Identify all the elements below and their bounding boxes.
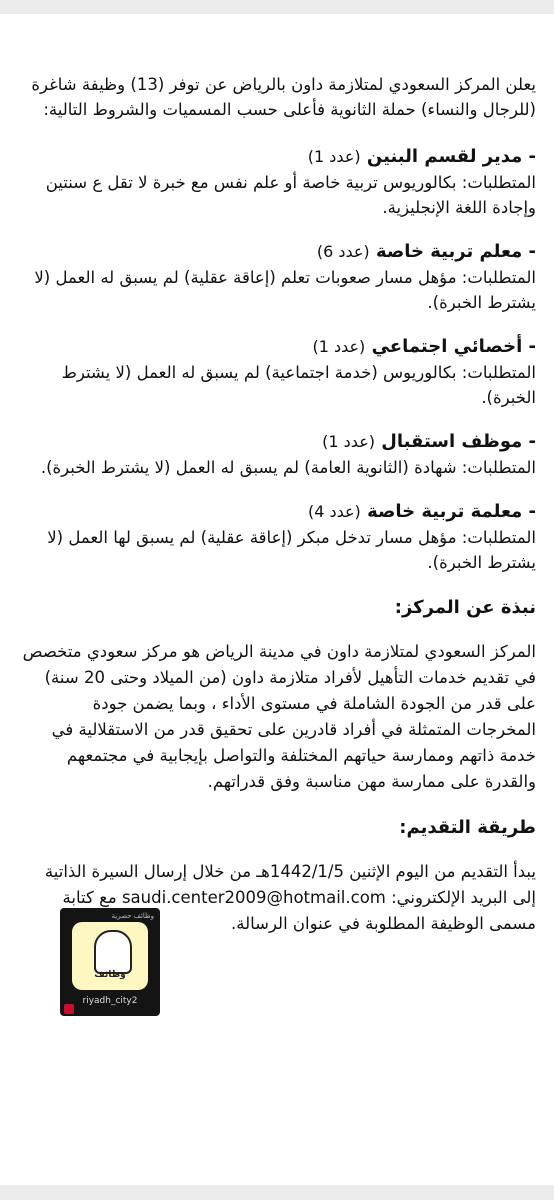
apply-line-2: مع كتابة مسمى الوظيفة المطلوبة في عنوان الرسالة. [62, 888, 536, 933]
job-title [18, 334, 536, 360]
job-item [18, 239, 536, 315]
watermark-title: وظائف [94, 970, 126, 980]
job-requirements: المتطلبات: مؤهل مسار تدخل مبكر (إعاقة عقلية) لم يسبق لها العمل (لا يشترط الخبرة). [47, 528, 536, 572]
about-body: المركز السعودي لمتلازمة داون في مدينة الرياض هو مركز سعودي متخصص في تقديم خدمات التأهيل لأفراد متلازمة داون (من الميلاد وحتى 20 سنة) على قدر من الجودة الشاملة في مستوى الأداء ، وبما يضمن جودة المخرجات المتمثلة في أفراد قادرين على تحقيق قدر من الاستقلالية في خدمة ذاتهم وممارسة حياتهم المختلفة والتواصل بإيجابية في مجتمعهم والقدرة على ممارسة مهن مناسبة وفق قدراتهم. [22, 642, 536, 791]
job-title [18, 144, 536, 170]
job-title [18, 239, 536, 265]
job-title-text: - أخصائي اجتماعي [371, 336, 536, 357]
top-status-strip [0, 0, 554, 14]
job-count: (عدد 4) [307, 502, 361, 521]
snapcode-frame [72, 922, 148, 990]
job-item [18, 499, 536, 575]
job-title-text: - معلم تربية خاصة [375, 241, 536, 262]
about-title: نبذة عن المركز: [394, 597, 536, 618]
job-announcement [18, 72, 536, 937]
job-count: (عدد 1) [322, 432, 375, 451]
apply-line-1: يبدأ التقديم من اليوم الإثنين 1442/1/5هـ من خلال إرسال السيرة الذاتية إلى البريد الإلكتروني: [44, 862, 536, 907]
job-item [18, 144, 536, 220]
job-requirements: المتطلبات: مؤهل مسار صعوبات تعلم (إعاقة عقلية) لم يسبق له العمل (لا يشترط الخبرة). [34, 268, 536, 312]
job-item [18, 334, 536, 410]
email-link[interactable]: saudi.center2009@hotmail.com [121, 888, 386, 907]
badge-icon [64, 1004, 74, 1014]
job-requirements: المتطلبات: بكالوريوس (خدمة اجتماعية) لم يسبق له العمل (لا يشترط الخبرة). [61, 363, 536, 407]
ghost-icon [94, 930, 132, 974]
job-count: (عدد 6) [316, 242, 370, 261]
job-requirements: المتطلبات: بكالوريوس تربية خاصة أو علم نفس مع خبرة لا تقل ع سنتين وإجادة اللغة الإنجليزية. [45, 173, 536, 217]
bottom-strip [0, 1185, 554, 1200]
job-count: (عدد 1) [307, 147, 361, 166]
job-title [18, 499, 536, 525]
job-requirements: المتطلبات: شهادة (الثانوية العامة) لم يسبق له العمل (لا يشترط الخبرة). [40, 458, 536, 477]
apply-title: طريقة التقديم: [399, 817, 536, 838]
job-title-text: - مدير لقسم البنين [366, 146, 536, 167]
job-title [18, 429, 536, 455]
job-count: (عدد 1) [312, 337, 366, 356]
job-title-text: - موظف استقبال [381, 431, 536, 452]
job-title-text: - معلمة تربية خاصة [367, 501, 536, 522]
snapcode-watermark [60, 908, 160, 1016]
intro-paragraph: يعلن المركز السعودي لمتلازمة داون بالرياض عن توفر (13) وظيفة شاغرة (للرجال والنساء) حملة الثانوية فأعلى حسب المسميات والشروط التالية: [31, 75, 536, 119]
job-item [18, 429, 536, 480]
watermark-corner-text: وظائف حصرية [111, 912, 154, 920]
watermark-handle: riyadh_city2 [82, 996, 138, 1006]
